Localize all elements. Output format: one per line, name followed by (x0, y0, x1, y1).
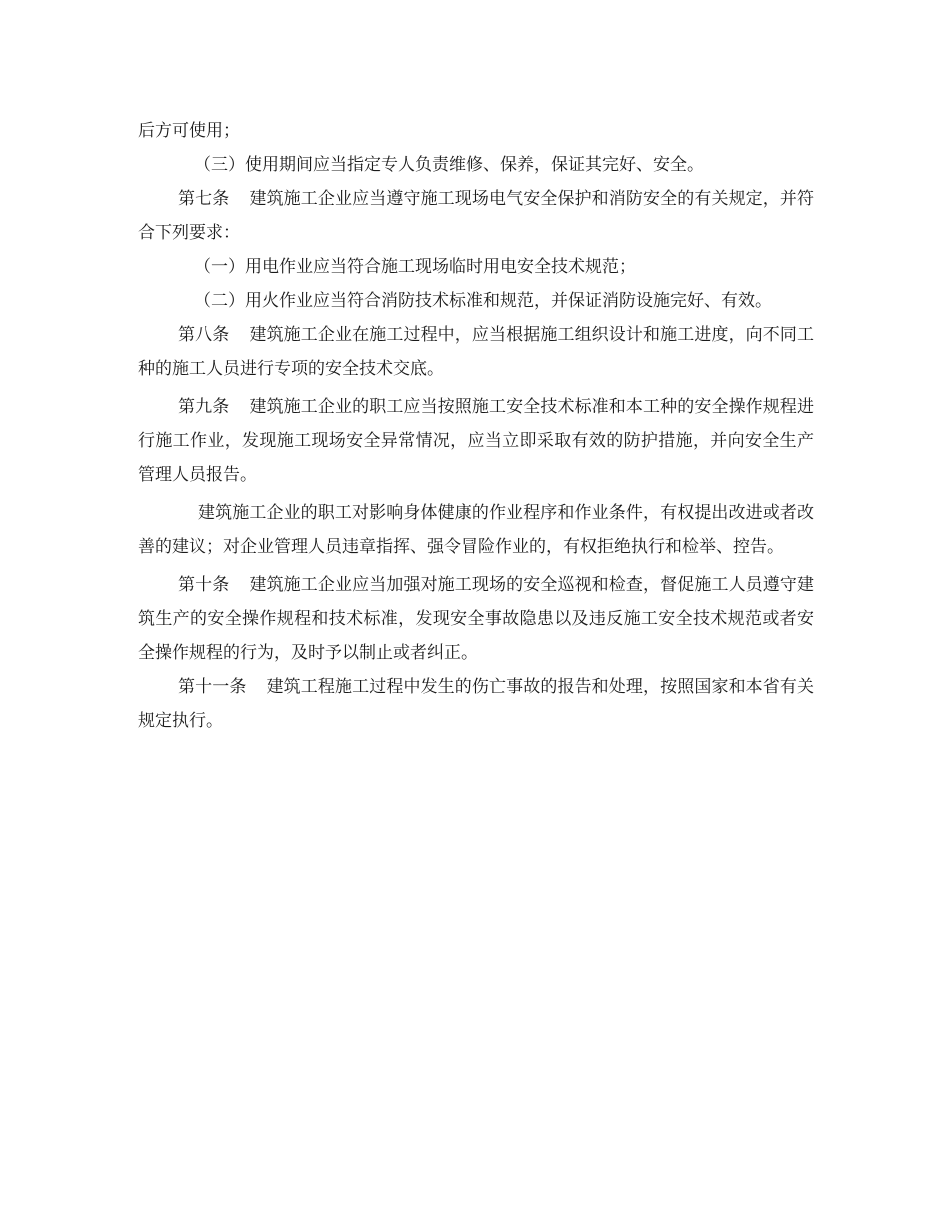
paragraph-text: 建筑施工企业的职工对影响身体健康的作业程序和作业条件，有权提出改进或者改善的建议；对企业管理人员违章指挥、强令冒险作业的，有权拒绝执行和检举、控告。 (138, 503, 814, 557)
paragraph-text: （二）用火作业应当符合消防技术标准和规范，并保证消防设施完好、有效。 (194, 291, 772, 311)
article-nine-second-paragraph (138, 496, 814, 564)
article-ten (138, 568, 814, 670)
paragraph-text: 建筑施工企业的职工应当按照施工安全技术标准和本工种的安全操作规程进行施工作业，发现施工现场安全异常情况，应当立即采取有效的防护措施，并向安全生产管理人员报告。 (138, 397, 815, 485)
paragraph-text: 建筑施工企业应当遵守施工现场电气安全保护和消防安全的有关规定，并符合下列要求： (138, 189, 815, 243)
list-item-one (138, 250, 814, 284)
article-eleven (138, 670, 814, 738)
article-number: 第十条 (178, 575, 230, 595)
article-number: 第八条 (178, 325, 230, 345)
article-number: 第九条 (178, 397, 230, 417)
paragraph-text: 建筑施工企业应当加强对施工现场的安全巡视和检查，督促施工人员遵守建筑生产的安全操作规程和技术标准，发现安全事故隐患以及违反施工安全技术规范或者安全操作规程的行为，及时予以制止或者纠正。 (138, 575, 815, 663)
paragraph-text: （三）使用期间应当指定专人负责维修、保养，保证其完好、安全。 (194, 155, 704, 175)
list-item-three (138, 148, 814, 182)
article-number: 第十一条 (178, 677, 247, 697)
article-seven (138, 182, 814, 250)
article-nine (138, 390, 814, 492)
paragraph-text: 建筑施工企业在施工过程中，应当根据施工组织设计和施工进度，向不同工种的施工人员进行专项的安全技术交底。 (138, 325, 815, 379)
list-item-two (138, 284, 814, 318)
article-eight (138, 318, 814, 386)
article-number: 第七条 (178, 189, 230, 209)
document-body (138, 114, 814, 738)
paragraph-text: 建筑工程施工过程中发生的伤亡事故的报告和处理，按照国家和本省有关规定执行。 (138, 677, 815, 731)
paragraph-text: （一）用电作业应当符合施工现场临时用电安全技术规范； (194, 257, 636, 277)
paragraph-text: 后方可使用； (138, 121, 240, 141)
paragraph-continuation (138, 114, 814, 148)
